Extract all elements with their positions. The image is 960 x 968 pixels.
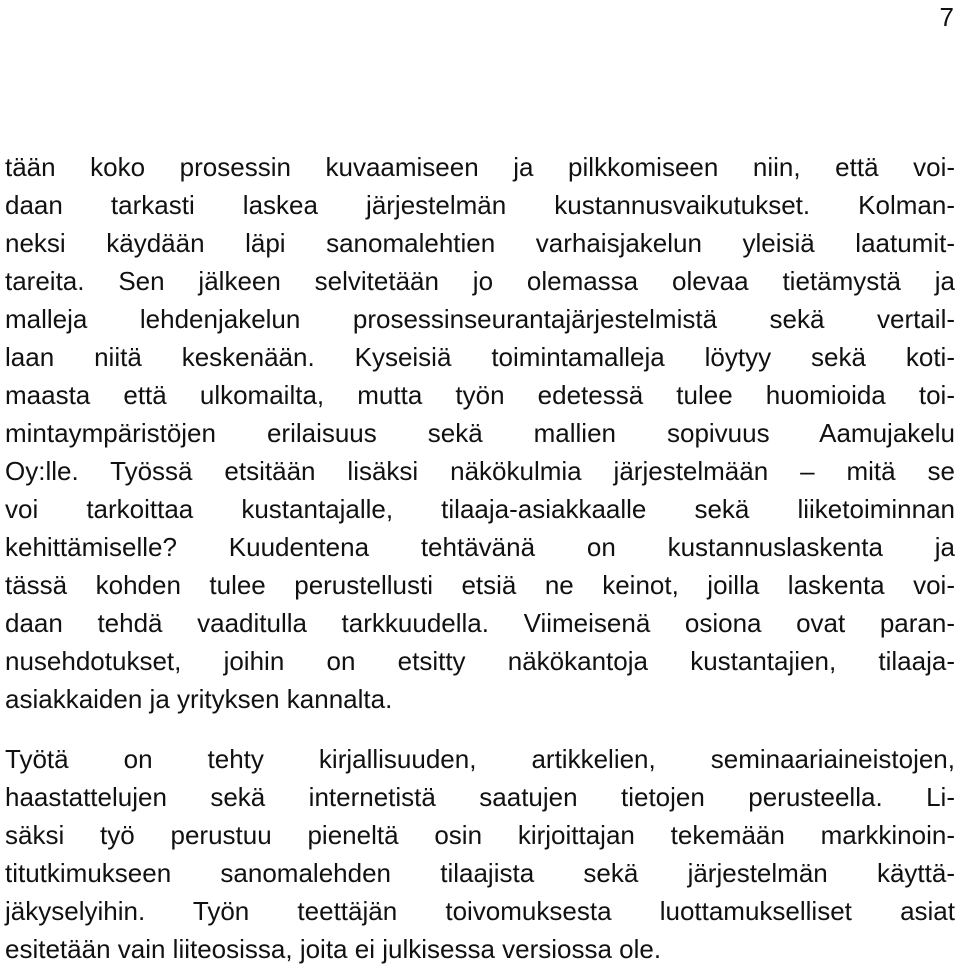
text-line: daan tehdä vaaditulla tarkkuudella. Viimeisenä osiona ovat paran- — [5, 608, 955, 638]
text-line: haastattelujen sekä internetistä saatujen tietojen perusteella. Li- — [5, 782, 955, 812]
text-line: kehittämiselle? Kuudentena tehtävänä on kustannuslaskenta ja — [5, 532, 955, 562]
text-line: asiakkaiden ja yrityksen kannalta. — [5, 684, 393, 714]
text-line: Työtä on tehty kirjallisuuden, artikkelien, seminaariaineistojen, — [5, 744, 955, 774]
text-line: esitetään vain liiteosissa, joita ei julkisessa versiossa ole. — [5, 934, 662, 964]
page-number: 7 — [939, 2, 954, 32]
text-line: säksi työ perustuu pieneltä osin kirjoittajan tekemään markkinoin- — [5, 820, 955, 850]
text-line: neksi käydään läpi sanomalehtien varhaisjakelun yleisiä laatumit- — [5, 228, 955, 258]
text-line: jäkyselyihin. Työn teettäjän toivomuksesta luottamukselliset asiat — [5, 896, 955, 926]
text-line: nusehdotukset, joihin on etsitty näkökantoja kustantajien, tilaaja- — [5, 646, 955, 676]
text-line: tässä kohden tulee perustellusti etsiä ne keinot, joilla laskenta voi- — [5, 570, 955, 600]
text-line: laan niitä keskenään. Kyseisiä toimintamalleja löytyy sekä koti- — [5, 342, 955, 372]
text-line: daan tarkasti laskea järjestelmän kustannusvaikutukset. Kolman- — [5, 190, 955, 220]
text-line: voi tarkoittaa kustantajalle, tilaaja-asiakkaalle sekä liiketoiminnan — [5, 494, 955, 524]
text-line: tään koko prosessin kuvaamiseen ja pilkkomiseen niin, että voi- — [5, 152, 955, 182]
paragraph-2 — [5, 740, 955, 968]
text-line: malleja lehdenjakelun prosessinseurantajärjestelmistä sekä vertail- — [5, 304, 955, 334]
text-line: titutkimukseen sanomalehden tilaajista sekä järjestelmän käyttä- — [5, 858, 955, 888]
paragraph-1 — [5, 148, 955, 718]
text-line: tareita. Sen jälkeen selvitetään jo olemassa olevaa tietämystä ja — [5, 266, 955, 296]
text-line: mintaympäristöjen erilaisuus sekä mallien sopivuus Aamujakelu — [5, 418, 955, 448]
text-line: Oy:lle. Työssä etsitään lisäksi näkökulmia järjestelmään – mitä se — [5, 456, 955, 486]
text-line: maasta että ulkomailta, mutta työn edetessä tulee huomioida toi- — [5, 380, 955, 410]
